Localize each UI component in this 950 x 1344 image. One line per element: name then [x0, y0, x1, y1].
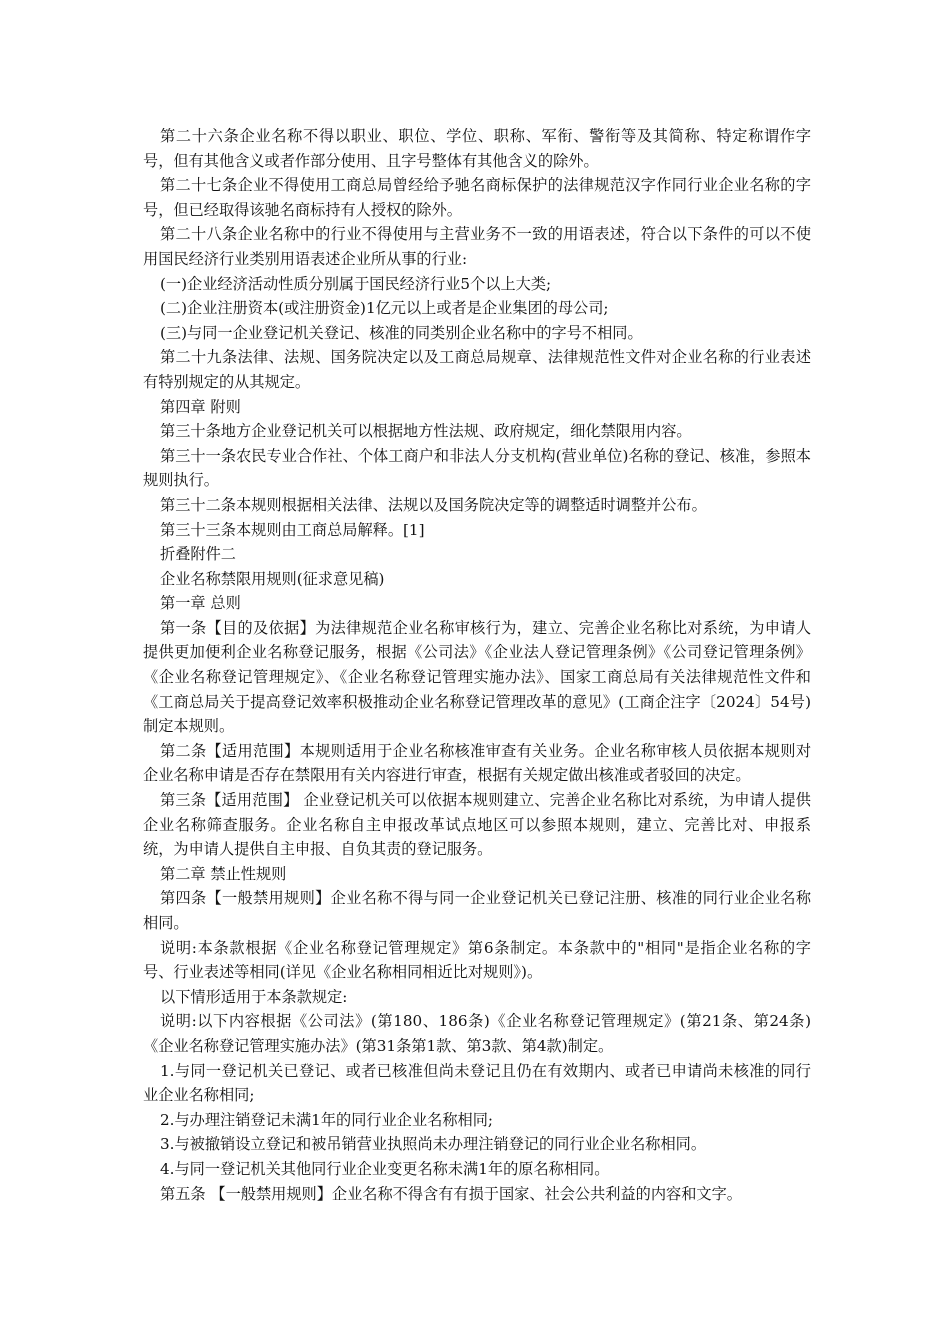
paragraph-article-33: 第三十三条本规则由工商总局解释。[1] [160, 520, 425, 539]
chapter-1-heading: 第一章 总则 [160, 594, 241, 613]
list-item-2: 2.与办理注销登记未满1年的同行业企业名称相同; [160, 1110, 494, 1129]
paragraph-article-4: 第四条【一般禁用规则】企业名称不得与同一企业登记机关已登记注册、核准的同行业企业名称相同。 [143, 889, 811, 932]
paragraph-situations-intro: 以下情形适用于本条款规定: [160, 987, 348, 1006]
paragraph-article-30: 第三十条地方企业登记机关可以根据地方性法规、政府规定，细化禁限用内容。 [160, 422, 692, 441]
chapter-2-heading: 第二章 禁止性规则 [160, 864, 287, 883]
document-page [143, 124, 811, 1206]
chapter-4-heading: 第四章 附则 [160, 397, 241, 416]
paragraph-article-28: 第二十八条企业名称中的行业不得使用与主营业务不一致的用语表述，符合以下条件的可以不使用国民经济行业类别用语表述企业所从事的行业: [143, 225, 811, 268]
paragraph-article-32: 第三十二条本规则根据相关法律、法规以及国务院决定等的调整适时调整并公布。 [160, 495, 707, 514]
document-title: 企业名称禁限用规则(征求意见稿) [160, 569, 385, 588]
paragraph-article-31: 第三十一条农民专业合作社、个体工商户和非法人分支机构(营业单位)名称的登记、核准，参照本规则执行。 [143, 446, 811, 490]
list-item-1: 1.与同一登记机关已登记、或者已核准但尚未登记且仍在有效期内、或者已申请尚未核准的同行业企业名称相同; [143, 1061, 811, 1105]
paragraph-article-3: 第三条【适用范围】 企业登记机关可以依据本规则建立、完善企业名称比对系统，为申请人提供企业名称筛查服务。企业名称自主申报改革试点地区可以参照本规则，建立、完善比对、申报系统，为申请人提供自主申报、自负其责的登记服务。 [143, 791, 811, 859]
paragraph-note-2: 说明:以下内容根据《公司法》(第180、186条)《企业名称登记管理规定》(第21条、第24条)《企业名称登记管理实施办法》(第31条第1款、第3款、第4款)制定。 [143, 1012, 811, 1055]
paragraph-item-2: (二)企业注册资本(或注册资金)1亿元以上或者是企业集团的母公司; [160, 299, 609, 318]
paragraph-item-3: (三)与同一企业登记机关登记、核准的同类别企业名称中的字号不相同。 [160, 323, 643, 342]
paragraph-article-2: 第二条【适用范围】本规则适用于企业名称核准审查有关业务。企业名称审核人员依据本规则对企业名称申请是否存在禁限用有关内容进行审查，根据有关规定做出核准或者驳回的决定。 [143, 741, 811, 785]
list-item-4: 4.与同一登记机关其他同行业企业变更名称未满1年的原名称相同。 [160, 1159, 610, 1178]
paragraph-item-1: (一)企业经济活动性质分别属于国民经济行业5个以上大类; [160, 274, 552, 293]
paragraph-article-1: 第一条【目的及依据】为法律规范企业名称审核行为，建立、完善企业名称比对系统，为申请人提供更加便利企业名称登记服务，根据《公司法》《企业法人登记管理条例》《公司登记管理条例》《企业名称登记管理规定》、《企业名称登记管理实施办法》、国家工商总局有关法律规范性文件和《工商总局关于提高登记效率积极推动企业名称登记管理改革的意见》(工商企注字〔2024〕54号)制定本规则。 [143, 618, 811, 736]
paragraph-article-27: 第二十七条企业不得使用工商总局曾经给予驰名商标保护的法律规范汉字作同行业企业名称的字号，但已经取得该驰名商标持有人授权的除外。 [143, 176, 811, 219]
paragraph-note-1: 说明:本条款根据《企业名称登记管理规定》第6条制定。本条款中的"相同"是指企业名称的字号、行业表述等相同(详见《企业名称相同相近比对规则》)。 [143, 938, 811, 982]
paragraph-article-26: 第二十六条企业名称不得以职业、职位、学位、职称、军衔、警衔等及其简称、特定称谓作字号，但有其他含义或者作部分使用、且字号整体有其他含义的除外。 [143, 127, 811, 170]
list-item-3: 3.与被撤销设立登记和被吊销营业执照尚未办理注销登记的同行业企业名称相同。 [160, 1135, 707, 1154]
paragraph-article-5: 第五条 【一般禁用规则】企业名称不得含有有损于国家、社会公共利益的内容和文字。 [160, 1184, 742, 1203]
paragraph-article-29: 第二十九条法律、法规、国务院决定以及工商总局规章、法律规范性文件对企业名称的行业表述有特别规定的从其规定。 [143, 348, 811, 391]
appendix-2-heading: 折叠附件二 [160, 545, 236, 564]
